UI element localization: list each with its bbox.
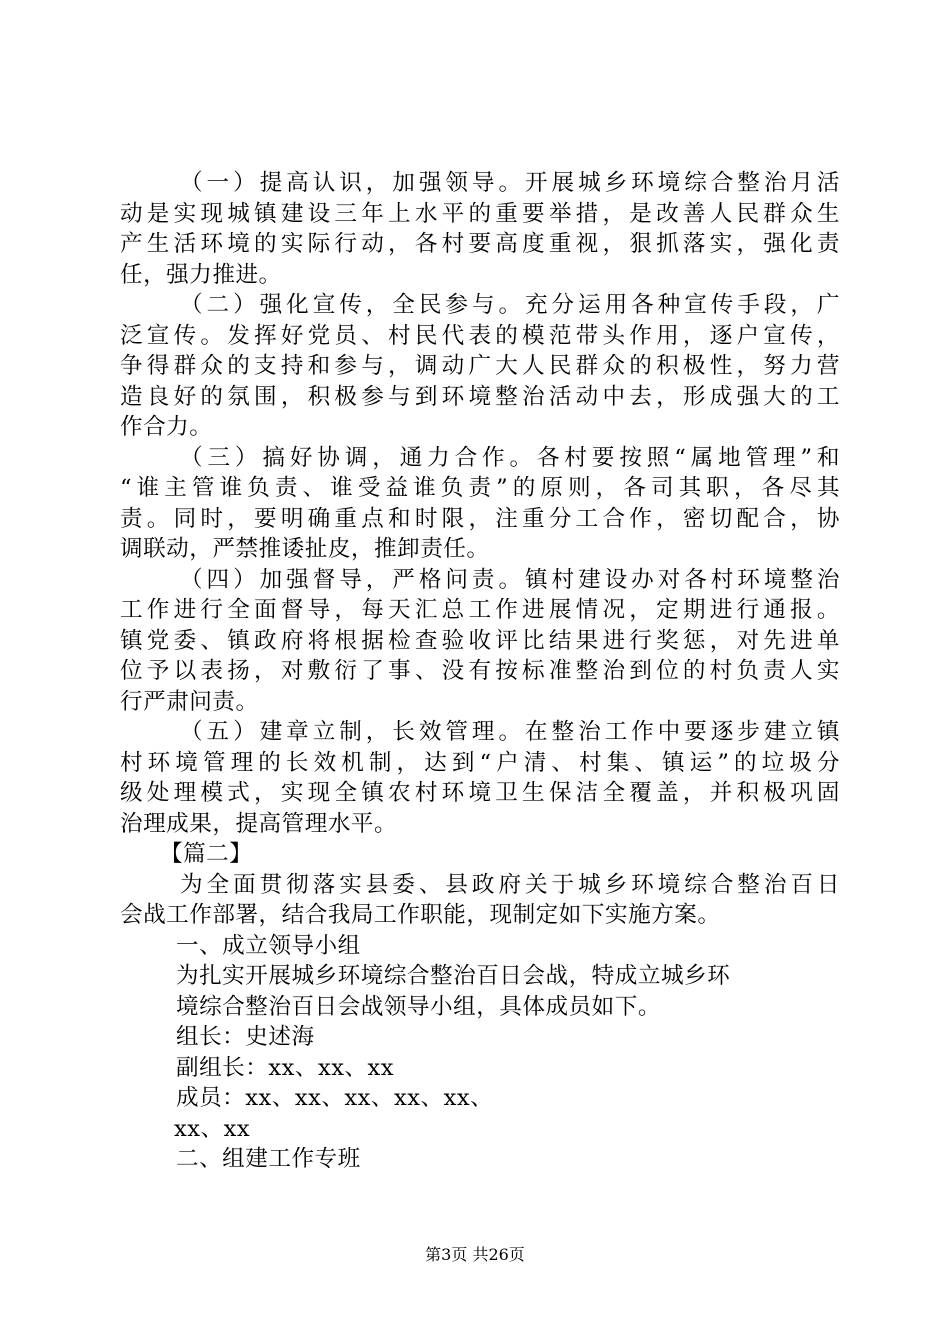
page-number-footer: 第3页 共26页 [425, 1245, 525, 1264]
members-line-2: xx、xx [174, 1115, 251, 1142]
paragraph-4-line-4: 位予以表扬，对敷衍了事、没有按标准整治到位的村负责人实 [120, 658, 840, 684]
paragraph-5-line-4: 治理成果，提高管理水平。 [120, 810, 398, 837]
paragraph-3-line-3: 责。同时，要明确重点和时限，注重分工合作，密切配合，协 [120, 505, 840, 532]
leadership-desc-line-1: 为扎实开展城乡环境综合整治百日会战，特成立城乡环 [176, 963, 731, 989]
paragraph-4-line-1: （四）加强督导，严格问责。镇村建设办对各村环境整治 [180, 566, 840, 593]
section-heading-part-two: 【篇二】 [160, 841, 253, 867]
paragraph-2-line-2: 泛宣传。发挥好党员、村民代表的模范带头作用，逐户宣传， [120, 322, 840, 349]
paragraph-4-line-3: 镇党委、镇政府将根据检查验收评比结果进行奖惩，对先进单 [120, 627, 840, 654]
paragraph-5-line-3: 级处理模式，实现全镇农村环境卫生保洁全覆盖，并积极巩固 [120, 780, 840, 806]
intro-line-1: 为全面贯彻落实县委、县政府关于城乡环境综合整治百日 [180, 871, 840, 898]
paragraph-4-line-5: 行严肃问责。 [120, 688, 259, 715]
members-line-1: 成员：xx、xx、xx、xx、xx、 [176, 1085, 494, 1111]
leadership-desc-line-2: 境综合整治百日会战领导小组，具体成员如下。 [176, 993, 661, 1020]
paragraph-1-line-4: 任，强力推进。 [120, 261, 282, 288]
paragraph-2-line-3: 争得群众的支持和参与，调动广大人民群众的积极性，努力营 [120, 353, 840, 379]
paragraph-3-line-4: 调联动，严禁推诿扯皮，推卸责任。 [120, 536, 490, 562]
deputy-leaders: 副组长：xx、xx、xx [176, 1054, 395, 1081]
paragraph-4-line-2: 工作进行全面督导，每天汇总工作进展情况，定期进行通报。 [120, 597, 840, 623]
paragraph-3-line-1: （三）搞好协调，通力合作。各村要按照“属地管理”和 [180, 444, 840, 471]
paragraph-1-line-2: 动是实现城镇建设三年上水平的重要举措，是改善人民群众生 [120, 200, 840, 227]
group-leader: 组长：史述海 [176, 1024, 315, 1050]
heading-leadership-group: 一、成立领导小组 [176, 932, 361, 959]
document-body [120, 168, 840, 1175]
paragraph-1-line-1: （一）提高认识，加强领导。开展城乡环境综合整治月活 [180, 170, 840, 196]
heading-work-team: 二、组建工作专班 [176, 1146, 361, 1172]
paragraph-5-line-1: （五）建章立制，长效管理。在整治工作中要逐步建立镇 [180, 719, 840, 745]
paragraph-2-line-1: （二）强化宣传，全民参与。充分运用各种宣传手段，广 [180, 292, 840, 318]
paragraph-5-line-2: 村环境管理的长效机制，达到“户清、村集、镇运”的垃圾分 [120, 749, 840, 776]
paragraph-3-line-2: “谁主管谁负责、谁受益谁负责”的原则，各司其职，各尽其 [120, 475, 840, 501]
intro-line-2: 会战工作部署，结合我局工作职能，现制定如下实施方案。 [120, 902, 721, 928]
paragraph-2-line-4: 造良好的氛围，积极参与到环境整治活动中去，形成强大的工 [120, 383, 840, 410]
paragraph-1-line-3: 产生活环境的实际行动，各村要高度重视，狠抓落实，强化责 [120, 231, 840, 257]
paragraph-2-line-5: 作合力。 [120, 414, 213, 440]
